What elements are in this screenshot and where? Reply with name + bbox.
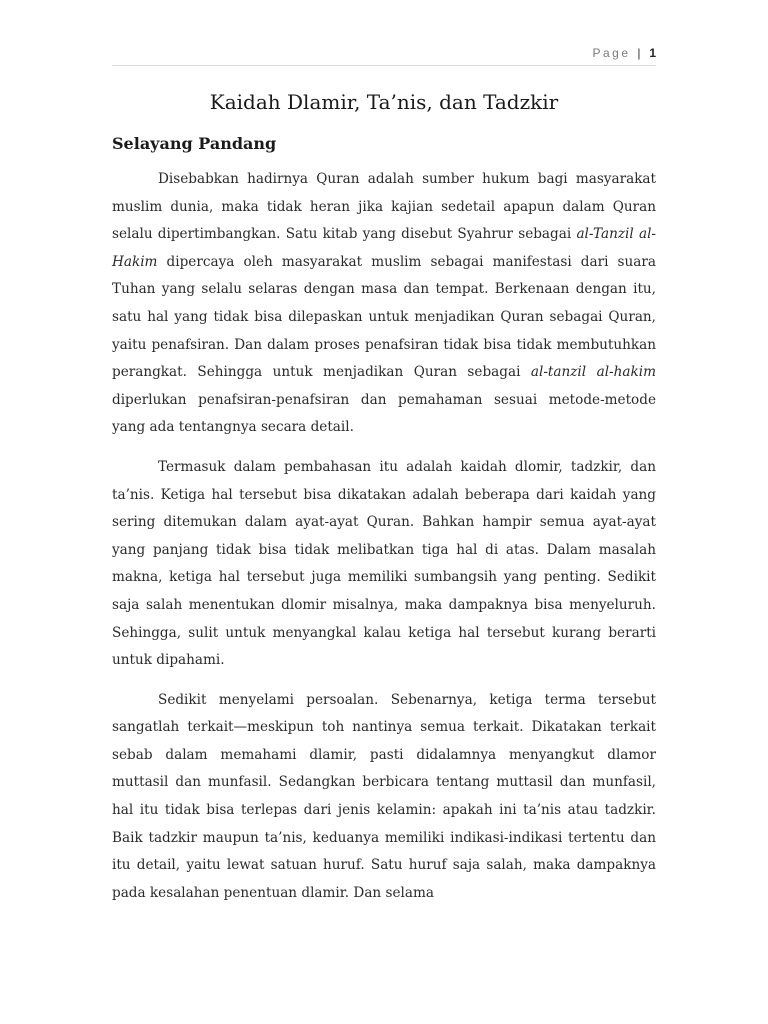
paragraph: [112, 687, 656, 908]
paragraph-text: Termasuk dalam pembahasan itu adalah kaidah dlomir, tadzkir, dan ta’nis. Ketiga hal tersebut bisa dikatakan adalah beberapa dari kaidah yang sering ditemukan dalam ayat-ayat Quran. Bahkan hampir semua ayat-ayat yang panjang tidak bisa tidak melibatkan tiga hal di atas. Dalam masalah makna, ketiga hal tersebut juga memiliki sumbangsih yang penting. Sedikit saja salah menentukan dlomir misalnya, maka dampaknya bisa menyeluruh. Sehingga, sulit untuk menyangkal kalau ketiga hal tersebut kurang berarti untuk dipahami.: [112, 458, 656, 669]
document-body: [112, 166, 656, 919]
paragraph-text: Sedikit menyelami persoalan. Sebenarnya, ketiga terma tersebut sangatlah terkait—meskipun toh nantinya semua terkait. Dikatakan terkait sebab dalam memahami dlamir, pasti didalamnya menyangkut dlamor muttasil dan munfasil. Sedangkan berbicara tentang muttasil dan munfasil, hal itu tidak bisa terlepas dari jenis kelamin: apakah ini ta’nis atau tadzkir. Baik tadzkir maupun ta’nis, keduanya memiliki indikasi-indikasi tertentu dan itu detail, yaitu lewat satuan huruf. Satu huruf saja salah, maka dampaknya pada kesalahan penentuan dlamir. Dan selama: [112, 691, 656, 901]
paragraph: [112, 166, 656, 442]
section-heading: Selayang Pandang: [112, 134, 277, 153]
italic-term: al-Tanzil al-Hakim: [112, 226, 657, 270]
document-title: Kaidah Dlamir, Ta’nis, dan Tadzkir: [209, 90, 559, 114]
paragraph-text: Disebabkan hadirnya Quran adalah sumber hukum bagi masyarakat muslim dunia, maka tidak heran jika kajian sedetail apapun dalam Quran selalu dipertimbangkan. Satu kitab yang disebut Syahrur sebagai: [112, 171, 656, 243]
italic-term: al-tanzil al-hakim: [530, 364, 656, 381]
paragraph: [112, 454, 656, 675]
page-number: 1: [649, 46, 656, 60]
page-separator: |: [637, 46, 641, 60]
page-header: [112, 46, 656, 60]
page-label: Page: [592, 46, 631, 60]
header-rule: [112, 65, 656, 66]
paragraph-text: dipercaya oleh masyarakat muslim sebagai manifestasi dari suara Tuhan yang selalu selaras dengan masa dan tempat. Berkenaan dengan itu, satu hal yang tidak bisa dilepaskan untuk menjadikan Quran sebagai Quran, yaitu penafsiran. Dan dalam proses penafsiran tidak bisa tidak membutuhkan perangkat. Sehingga untuk menjadikan Quran sebagai: [112, 253, 656, 381]
paragraph-text: diperlukan penafsiran-penafsiran dan pemahaman sesuai metode-metode yang ada tentangnya secara detail.: [112, 391, 656, 436]
